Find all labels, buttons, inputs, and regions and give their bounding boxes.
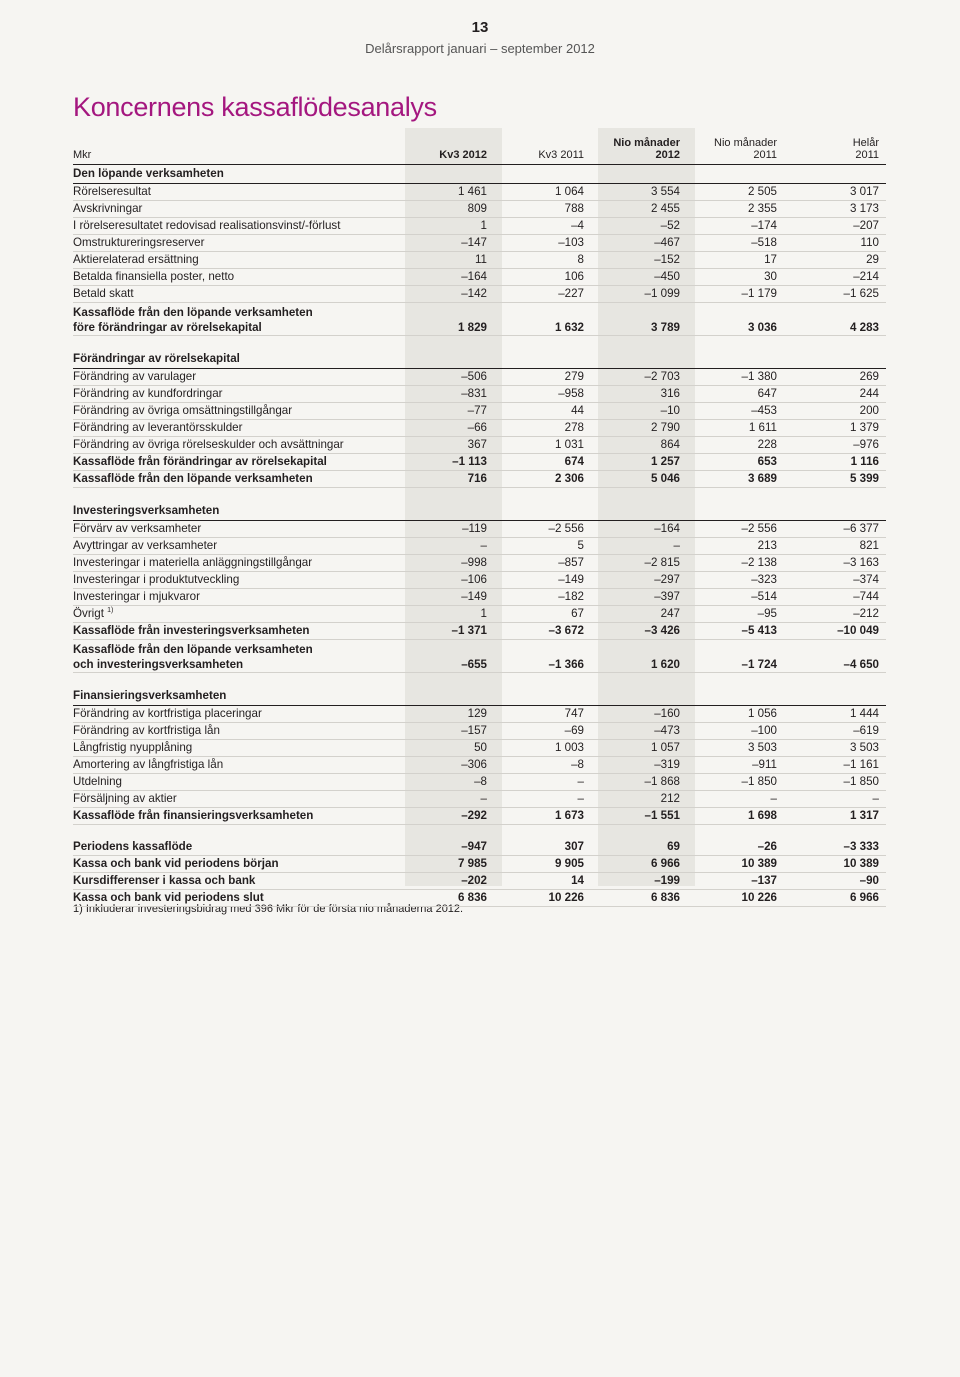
row-value: –3 672 <box>495 623 592 640</box>
table-row <box>73 303 886 336</box>
row-value: –297 <box>592 572 688 589</box>
row-value: –90 <box>785 873 886 890</box>
table-row <box>73 640 886 673</box>
row-value: 1 116 <box>785 454 886 471</box>
row-value: –514 <box>688 589 785 606</box>
table-row <box>73 386 886 403</box>
row-value: – <box>785 791 886 808</box>
row-value: –8 <box>495 757 592 774</box>
table-row <box>73 269 886 286</box>
row-value: –152 <box>592 252 688 269</box>
row-label: Kassa och bank vid periodens början <box>73 856 405 873</box>
spacer <box>73 825 886 840</box>
col-header-nio-2011: Nio månader 2011 <box>688 133 785 165</box>
row-value: 50 <box>405 740 495 757</box>
row-value: 244 <box>785 386 886 403</box>
row-label: Långfristig nyupplåning <box>73 740 405 757</box>
row-value: 2 355 <box>688 201 785 218</box>
row-value: –2 556 <box>495 521 592 538</box>
row-value: –2 556 <box>688 521 785 538</box>
row-value: –397 <box>592 589 688 606</box>
row-value: 5 046 <box>592 471 688 488</box>
row-value: 1 461 <box>405 184 495 201</box>
row-label: Kassa och bank vid periodens slut <box>73 890 405 907</box>
row-value: –10 049 <box>785 623 886 640</box>
row-value: 10 389 <box>688 856 785 873</box>
row-label: Övrigt $^{1)}$ <box>73 606 405 623</box>
row-value: –619 <box>785 723 886 740</box>
table-row <box>73 572 886 589</box>
table-row <box>73 454 886 471</box>
table-row <box>73 218 886 235</box>
row-label: Rörelseresultat <box>73 184 405 201</box>
row-value: –1 551 <box>592 808 688 825</box>
row-value: 1 <box>405 218 495 235</box>
row-value: 247 <box>592 606 688 623</box>
footnote: 1) Inkluderar investeringsbidrag med 396 Mkr för de första nio månaderna 2012. <box>73 903 464 915</box>
table-row <box>73 723 886 740</box>
row-value: 864 <box>592 437 688 454</box>
row-value: 674 <box>495 454 592 471</box>
col-header-helar-2011: Helår 2011 <box>785 133 886 165</box>
row-value: –857 <box>495 555 592 572</box>
row-value: 4 283 <box>785 303 886 336</box>
row-value: –4 <box>495 218 592 235</box>
row-value: –2 815 <box>592 555 688 572</box>
row-value: 1 444 <box>785 706 886 723</box>
row-label: Periodens kassaflöde <box>73 839 405 856</box>
row-value: 1 611 <box>688 420 785 437</box>
row-value: 9 905 <box>495 856 592 873</box>
row-value: 3 173 <box>785 201 886 218</box>
section-header <box>73 165 886 184</box>
table-row <box>73 555 886 572</box>
row-label: Betalda finansiella poster, netto <box>73 269 405 286</box>
row-value: 2 790 <box>592 420 688 437</box>
spacer <box>73 336 886 351</box>
row-label: Förändring av kortfristiga lån <box>73 723 405 740</box>
row-value: –77 <box>405 403 495 420</box>
row-label: Förvärv av verksamheter <box>73 521 405 538</box>
section-title: Den löpande verksamheten <box>73 165 886 184</box>
row-value: 10 226 <box>688 890 785 907</box>
row-value: 8 <box>495 252 592 269</box>
row-value: – <box>592 538 688 555</box>
cash-flow-table <box>73 133 886 907</box>
table-row <box>73 890 886 907</box>
row-value: 307 <box>495 839 592 856</box>
row-value: –947 <box>405 839 495 856</box>
row-value: –207 <box>785 218 886 235</box>
row-value: 5 <box>495 538 592 555</box>
row-value: 821 <box>785 538 886 555</box>
row-label: Avyttringar av verksamheter <box>73 538 405 555</box>
row-label: Kassaflöde från den löpande verksamheten före förändringar av rörelsekapital <box>73 303 405 336</box>
row-value: –1 113 <box>405 454 495 471</box>
table-row <box>73 856 886 873</box>
row-value: 1 064 <box>495 184 592 201</box>
row-value: –1 724 <box>688 640 785 673</box>
row-value: –467 <box>592 235 688 252</box>
header-row <box>73 133 886 165</box>
row-value: –1 371 <box>405 623 495 640</box>
row-label: Förändring av kundfordringar <box>73 386 405 403</box>
row-value: 2 306 <box>495 471 592 488</box>
row-value: 200 <box>785 403 886 420</box>
row-value: 6 836 <box>592 890 688 907</box>
table-row <box>73 286 886 303</box>
row-value: 30 <box>688 269 785 286</box>
row-value: –319 <box>592 757 688 774</box>
table-row <box>73 521 886 538</box>
row-value: 44 <box>495 403 592 420</box>
spacer-row <box>73 825 886 840</box>
row-value: 11 <box>405 252 495 269</box>
row-value: 129 <box>405 706 495 723</box>
row-value: –306 <box>405 757 495 774</box>
row-value: 7 985 <box>405 856 495 873</box>
row-value: 3 036 <box>688 303 785 336</box>
col-header-kv3-2011: Kv3 2011 <box>495 133 592 165</box>
row-value: 716 <box>405 471 495 488</box>
row-value: –1 380 <box>688 369 785 386</box>
table-row <box>73 706 886 723</box>
table-row <box>73 606 886 623</box>
row-value: 1 379 <box>785 420 886 437</box>
row-label: Aktierelaterad ersättning <box>73 252 405 269</box>
row-label: Kassaflöde från förändringar av rörelsekapital <box>73 454 405 471</box>
row-value: 10 389 <box>785 856 886 873</box>
row-label: Kassaflöde från den löpande verksamheten <box>73 471 405 488</box>
table-row <box>73 839 886 856</box>
row-label: Avskrivningar <box>73 201 405 218</box>
table-row <box>73 184 886 201</box>
row-value: –52 <box>592 218 688 235</box>
row-value: –149 <box>405 589 495 606</box>
row-value: 1 673 <box>495 808 592 825</box>
row-value: –655 <box>405 640 495 673</box>
row-value: 110 <box>785 235 886 252</box>
row-value: –3 426 <box>592 623 688 640</box>
row-label: Kassaflöde från den löpande verksamheten och investeringsverksamheten <box>73 640 405 673</box>
table-row <box>73 873 886 890</box>
table-row <box>73 252 886 269</box>
table-row <box>73 808 886 825</box>
table-row <box>73 589 886 606</box>
row-value: –103 <box>495 235 592 252</box>
row-value: 6 966 <box>592 856 688 873</box>
col-header-nio-2012: Nio månader 2012 <box>592 133 688 165</box>
section-title: Finansieringsverksamheten <box>73 687 886 706</box>
row-label: Kassaflöde från investeringsverksamheten <box>73 623 405 640</box>
row-value: 5 399 <box>785 471 886 488</box>
row-value: –164 <box>405 269 495 286</box>
row-value: –1 625 <box>785 286 886 303</box>
row-label: Kassaflöde från finansieringsverksamheten <box>73 808 405 825</box>
row-value: 10 226 <box>495 890 592 907</box>
row-value: 3 789 <box>592 303 688 336</box>
row-label: Omstruktureringsreserver <box>73 235 405 252</box>
row-value: 278 <box>495 420 592 437</box>
row-value: –2 138 <box>688 555 785 572</box>
row-value: 653 <box>688 454 785 471</box>
row-value: 747 <box>495 706 592 723</box>
row-value: –4 650 <box>785 640 886 673</box>
row-label: Investeringar i materiella anläggningstillgångar <box>73 555 405 572</box>
row-value: –3 163 <box>785 555 886 572</box>
row-value: 29 <box>785 252 886 269</box>
row-value: –8 <box>405 774 495 791</box>
row-value: – <box>405 538 495 555</box>
row-value: 3 017 <box>785 184 886 201</box>
table-row <box>73 369 886 386</box>
row-value: 14 <box>495 873 592 890</box>
row-label: Förändring av övriga omsättningstillgångar <box>73 403 405 420</box>
row-label: Investeringar i produktutveckling <box>73 572 405 589</box>
spacer <box>73 673 886 688</box>
row-value: – <box>495 791 592 808</box>
row-value: 1 057 <box>592 740 688 757</box>
row-value: –1 850 <box>785 774 886 791</box>
row-value: –100 <box>688 723 785 740</box>
row-value: –1 179 <box>688 286 785 303</box>
row-value: 3 689 <box>688 471 785 488</box>
row-value: 269 <box>785 369 886 386</box>
row-value: –214 <box>785 269 886 286</box>
spacer-row <box>73 336 886 351</box>
row-value: 367 <box>405 437 495 454</box>
row-label: Förändring av leverantörsskulder <box>73 420 405 437</box>
row-value: 2 505 <box>688 184 785 201</box>
row-value: 809 <box>405 201 495 218</box>
table-row <box>73 623 886 640</box>
row-value: –292 <box>405 808 495 825</box>
row-value: 3 503 <box>688 740 785 757</box>
row-label: Betald skatt <box>73 286 405 303</box>
row-value: 279 <box>495 369 592 386</box>
row-value: –1 099 <box>592 286 688 303</box>
row-value: –506 <box>405 369 495 386</box>
row-value: –1 850 <box>688 774 785 791</box>
row-value: 228 <box>688 437 785 454</box>
footnote-marker: 1) <box>107 607 114 615</box>
row-value: 1 031 <box>495 437 592 454</box>
row-value: –69 <box>495 723 592 740</box>
row-value: 6 966 <box>785 890 886 907</box>
row-value: –182 <box>495 589 592 606</box>
row-value: 1 317 <box>785 808 886 825</box>
table-row <box>73 403 886 420</box>
row-value: 1 003 <box>495 740 592 757</box>
report-title: Delårsrapport januari – september 2012 <box>365 41 595 56</box>
row-value: – <box>405 791 495 808</box>
row-value: –95 <box>688 606 785 623</box>
row-value: –1 868 <box>592 774 688 791</box>
row-value: 788 <box>495 201 592 218</box>
row-value: –958 <box>495 386 592 403</box>
row-value: 1 620 <box>592 640 688 673</box>
row-value: –998 <box>405 555 495 572</box>
row-value: 6 836 <box>405 890 495 907</box>
row-value: 1 257 <box>592 454 688 471</box>
row-value: –202 <box>405 873 495 890</box>
row-value: –157 <box>405 723 495 740</box>
row-label: Amortering av långfristiga lån <box>73 757 405 774</box>
row-value: –147 <box>405 235 495 252</box>
row-value: 3 503 <box>785 740 886 757</box>
row-value: –119 <box>405 521 495 538</box>
row-value: 3 554 <box>592 184 688 201</box>
row-label: Kursdifferenser i kassa och bank <box>73 873 405 890</box>
section-header <box>73 502 886 521</box>
col-header-label: Mkr <box>73 133 405 165</box>
row-value: –1 366 <box>495 640 592 673</box>
row-value: –160 <box>592 706 688 723</box>
row-value: –66 <box>405 420 495 437</box>
row-value: –149 <box>495 572 592 589</box>
row-value: – <box>688 791 785 808</box>
section-title: Investeringsverksamheten <box>73 502 886 521</box>
row-label: I rörelseresultatet redovisad realisationsvinst/-förlust <box>73 218 405 235</box>
page-title: Koncernens kassaflödesanalys <box>73 92 437 122</box>
row-value: –518 <box>688 235 785 252</box>
col-header-kv3-2012: Kv3 2012 <box>405 133 495 165</box>
row-value: 1 <box>405 606 495 623</box>
row-value: –174 <box>688 218 785 235</box>
row-label: Försäljning av aktier <box>73 791 405 808</box>
row-value: 647 <box>688 386 785 403</box>
spacer <box>73 488 886 503</box>
row-value: –10 <box>592 403 688 420</box>
row-value: –453 <box>688 403 785 420</box>
section-title: Förändringar av rörelsekapital <box>73 350 886 369</box>
section-header <box>73 687 886 706</box>
row-value: 69 <box>592 839 688 856</box>
row-value: –227 <box>495 286 592 303</box>
row-value: 316 <box>592 386 688 403</box>
row-label: Förändring av kortfristiga placeringar <box>73 706 405 723</box>
row-value: –473 <box>592 723 688 740</box>
row-label: Utdelning <box>73 774 405 791</box>
row-value: –3 333 <box>785 839 886 856</box>
table-row <box>73 201 886 218</box>
row-value: –744 <box>785 589 886 606</box>
row-value: –450 <box>592 269 688 286</box>
table-row <box>73 791 886 808</box>
row-value: –26 <box>688 839 785 856</box>
row-value: –212 <box>785 606 886 623</box>
row-value: –374 <box>785 572 886 589</box>
row-value: 212 <box>592 791 688 808</box>
row-value: –199 <box>592 873 688 890</box>
spacer-row <box>73 488 886 503</box>
table-row <box>73 437 886 454</box>
table-row <box>73 740 886 757</box>
row-value: –106 <box>405 572 495 589</box>
row-label: Förändring av övriga rörelseskulder och avsättningar <box>73 437 405 454</box>
row-value: –1 161 <box>785 757 886 774</box>
row-value: –2 703 <box>592 369 688 386</box>
spacer-row <box>73 673 886 688</box>
row-value: 1 829 <box>405 303 495 336</box>
row-value: –976 <box>785 437 886 454</box>
row-value: 213 <box>688 538 785 555</box>
table-row <box>73 471 886 488</box>
table-row <box>73 235 886 252</box>
row-value: –142 <box>405 286 495 303</box>
row-value: –5 413 <box>688 623 785 640</box>
row-value: 1 632 <box>495 303 592 336</box>
row-value: –137 <box>688 873 785 890</box>
row-value: – <box>495 774 592 791</box>
row-value: –831 <box>405 386 495 403</box>
table-row <box>73 757 886 774</box>
row-value: –164 <box>592 521 688 538</box>
row-value: 2 455 <box>592 201 688 218</box>
table-row <box>73 420 886 437</box>
row-value: –6 377 <box>785 521 886 538</box>
row-value: 1 698 <box>688 808 785 825</box>
row-value: 1 056 <box>688 706 785 723</box>
row-value: –911 <box>688 757 785 774</box>
row-label: Investeringar i mjukvaror <box>73 589 405 606</box>
row-value: 67 <box>495 606 592 623</box>
row-value: 17 <box>688 252 785 269</box>
row-value: –323 <box>688 572 785 589</box>
row-label: Förändring av varulager <box>73 369 405 386</box>
row-value: 106 <box>495 269 592 286</box>
table-row <box>73 538 886 555</box>
table-row <box>73 774 886 791</box>
page-number: 13 <box>471 19 489 36</box>
section-header <box>73 350 886 369</box>
